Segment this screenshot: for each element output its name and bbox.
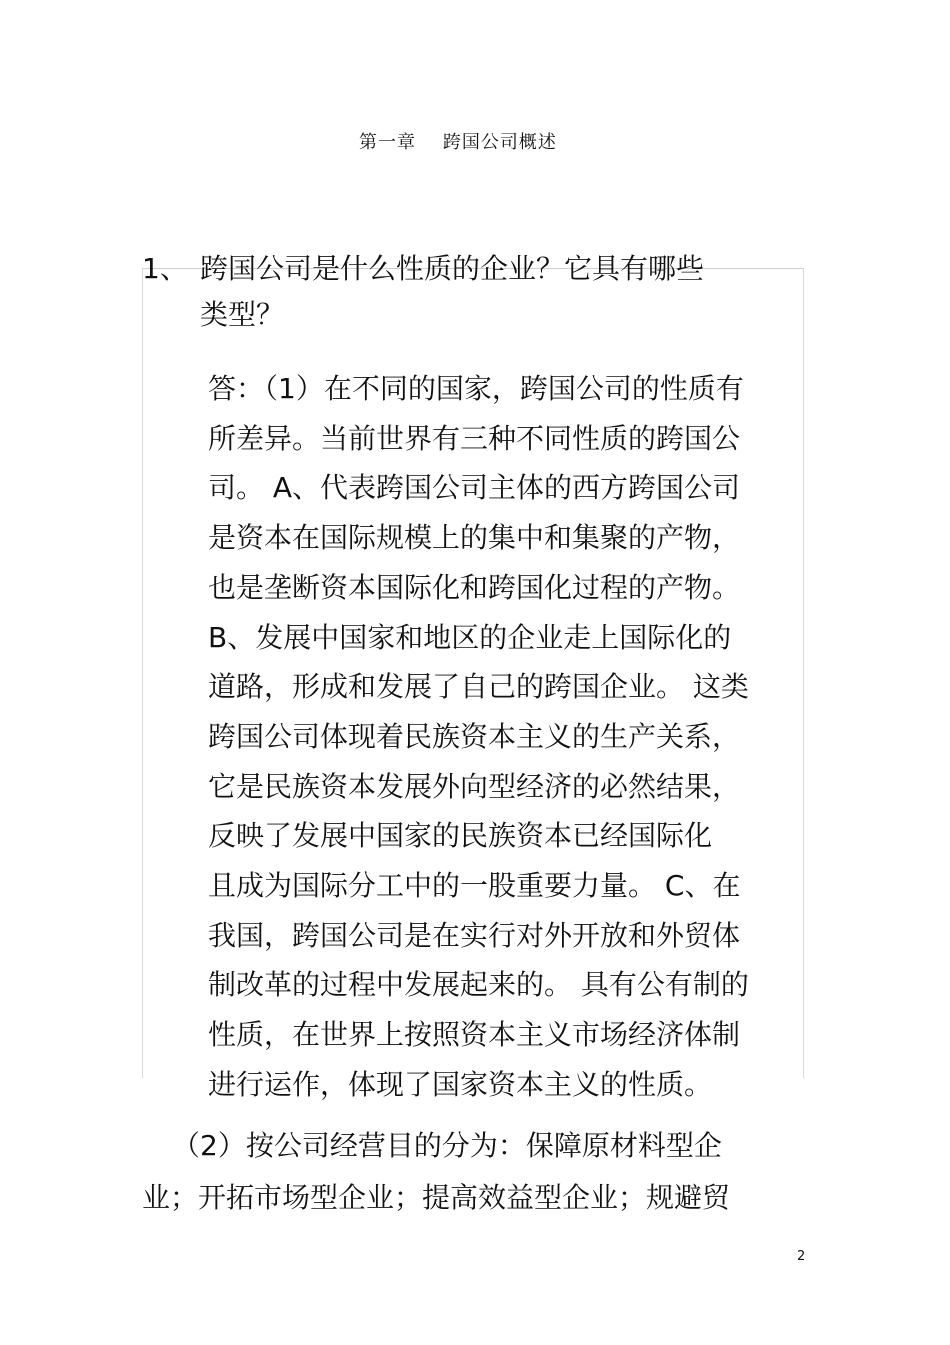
part2-line: （2）按公司经营目的分为：保障原材料型企 bbox=[172, 1129, 722, 1162]
answer-line: 道路，形成和发展了自己的跨国企业。 这类 bbox=[208, 670, 749, 704]
answer-line: 性质，在世界上按照资本主义市场经济体制 bbox=[208, 1018, 741, 1052]
answer-line: 司。 A、代表跨国公司主体的西方跨国公司 bbox=[208, 471, 741, 505]
answer-line: 答：（1）在不同的国家，跨国公司的性质有 bbox=[208, 372, 744, 405]
question-number: 1、 bbox=[142, 252, 188, 285]
answer-line: 进行运作，体现了国家资本主义的性质。 bbox=[208, 1067, 713, 1101]
answer-line: B、发展中国家和地区的企业走上国际化的 bbox=[208, 620, 732, 654]
answer-line: 且成为国际分工中的一股重要力量。 C、在 bbox=[208, 869, 741, 903]
answer-line: 是资本在国际规模上的集中和集聚的产物， bbox=[208, 521, 741, 555]
answer-line: 反映了发展中国家的民族资本已经国际化 bbox=[208, 819, 713, 853]
question-text bbox=[200, 246, 760, 338]
chapter-title: 第一章 跨国公司概述 bbox=[359, 132, 557, 153]
answer-paragraph bbox=[208, 364, 808, 1110]
answer-part-2 bbox=[142, 1120, 822, 1224]
question-line: 类型？ bbox=[200, 298, 285, 331]
page-number: 2 bbox=[797, 1249, 806, 1264]
part2-line: 业；开拓市场型企业；提高效益型企业；规避贸 bbox=[142, 1181, 731, 1214]
answer-line: 跨国公司体现着民族资本主义的生产关系， bbox=[208, 719, 741, 753]
answer-line: 也是垄断资本国际化和跨国化过程的产物。 bbox=[208, 570, 741, 604]
answer-line: 制改革的过程中发展起来的。 具有公有制的 bbox=[208, 968, 749, 1002]
answer-line: 它是民族资本发展外向型经济的必然结果， bbox=[208, 769, 741, 803]
answer-line: 所差异。当前世界有三种不同性质的跨国公 bbox=[208, 421, 741, 455]
answer-line: 我国，跨国公司是在实行对外开放和外贸体 bbox=[208, 918, 741, 952]
question-line: 跨国公司是什么性质的企业？它具有哪些 bbox=[200, 252, 705, 285]
